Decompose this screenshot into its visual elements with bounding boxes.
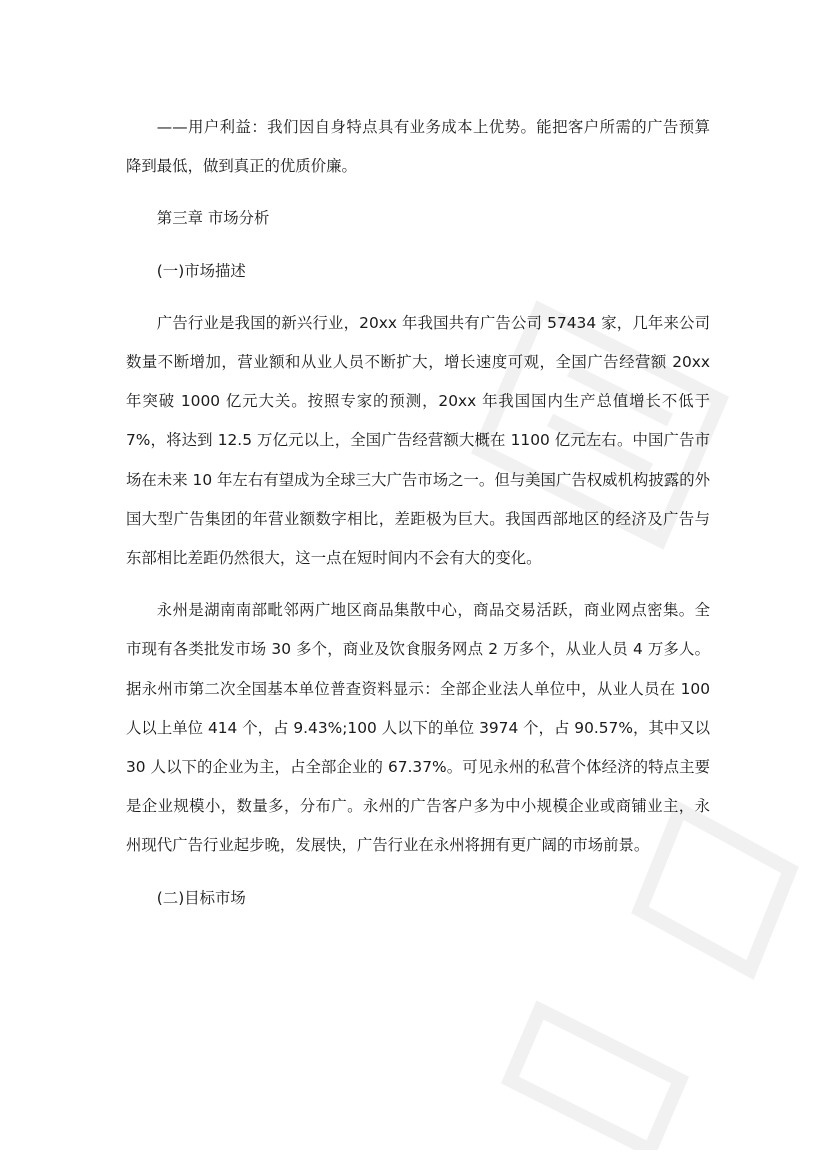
section-title-target-market: (二)目标市场 — [156, 888, 246, 907]
market-paragraph-yongzhou: 永州是湖南南部毗邻两广地区商品集散中心，商品交易活跃，商业网点密集。全市现有各类批发市场 30 多个，商业及饮食服务网点 2 万多个，从业人员 4 万多人。据永州市第二次全国基本单位普查资料显示：全部企业法人单位中，从业人员在 100 人以上单位 414 个，占 9.43%;100 人以下的单位 3974 个，占 90.57%，其中又以 30 人以下的企业为主，占全部企业的 67.37%。可见永州的私营个体经济的特点主要是企业规模小，数量多，分布广。永州的广告客户多为中小规模企业或商铺业主，永州现代广告行业起步晚，发展快，广告行业在永州将拥有更广阔的市场前景。 — [126, 601, 710, 855]
chapter-title: 第三章 市场分析 — [156, 209, 270, 228]
intro-paragraph: ——用户利益：我们因自身特点具有业务成本上优势。能把客户所需的广告预算降到最低，做到真正的优质价廉。 — [126, 118, 710, 176]
market-paragraph-industry: 广告行业是我国的新兴行业，20xx 年我国共有广告公司 57434 家，几年来公司数量不断增加，营业额和从业人员不断扩大，增长速度可观，全国广告经营额 20xx 年突破 1000 亿元大关。按照专家的预测，20xx 年我国国内生产总值增长不低于 7%，将达到 12.5 万亿元以上，全国广告经营额大概在 1100 亿元左右。中国广告市场在未来 10 年左右有望成为全球三大广告市场之一。但与美国广告权威机构披露的外国大型广告集团的年营业额数字相比，差距极为巨大。我国西部地区的经济及广告与东部相比差距仍然很大，这一点在短时间内不会有大的变化。 — [126, 313, 710, 568]
section-title-market-description: (一)市场描述 — [156, 261, 246, 280]
document-body — [126, 108, 710, 918]
